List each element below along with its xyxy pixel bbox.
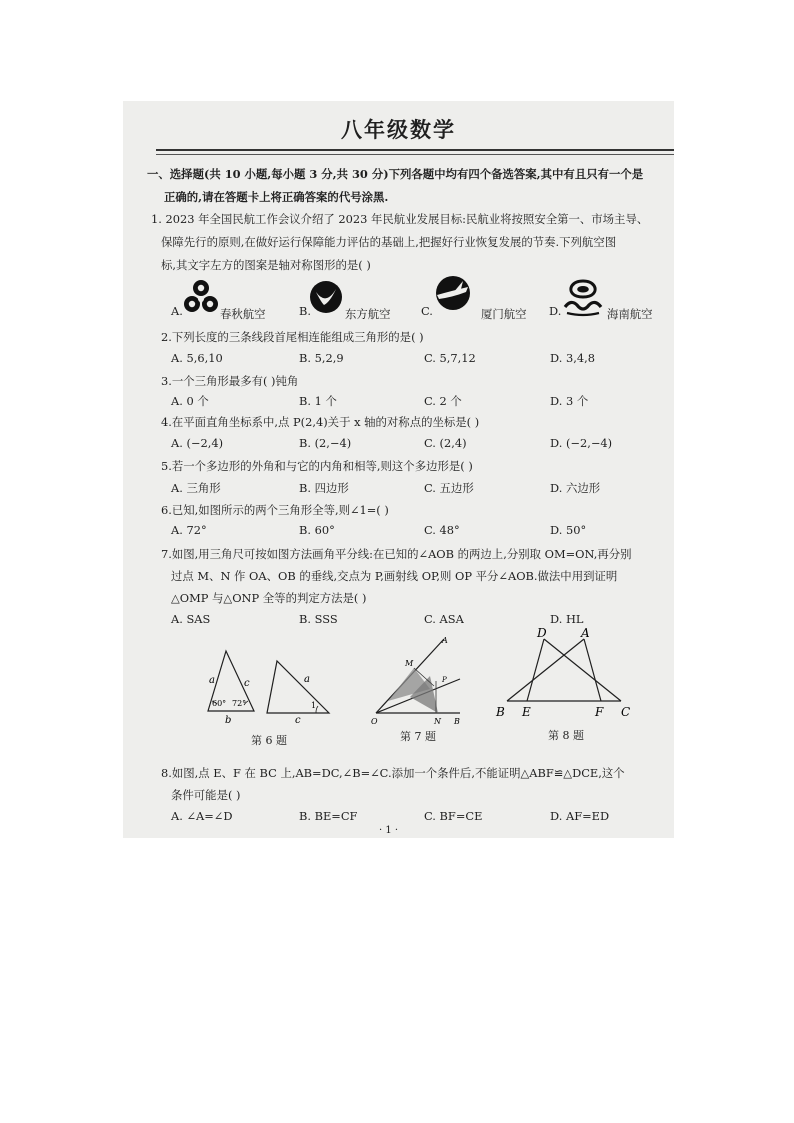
q6-option-c: C. 48° bbox=[424, 523, 460, 537]
q4-option-b: B. (2,−4) bbox=[299, 436, 352, 450]
fig6-label-c2: c bbox=[295, 715, 301, 725]
fig8-label-d: D bbox=[537, 626, 547, 640]
q6-option-b: B. 60° bbox=[299, 523, 335, 537]
q8-option-c: C. BF=CE bbox=[424, 809, 483, 823]
q1-option-b: B. bbox=[299, 304, 311, 318]
q5-option-c: C. 五边形 bbox=[424, 481, 474, 495]
fig7-label-a: A bbox=[442, 636, 448, 645]
fig6-angle-72: 72° bbox=[232, 699, 247, 708]
q7-option-d: D. HL bbox=[550, 612, 584, 626]
q2-option-c: C. 5,7,12 bbox=[424, 351, 476, 365]
fig6-label-b: b bbox=[225, 715, 232, 725]
fig6-label-c: c bbox=[244, 678, 250, 689]
fig6-label-a2: a bbox=[304, 674, 310, 685]
q3-option-b: B. 1 个 bbox=[299, 394, 337, 408]
figure-8-caption: 第 8 题 bbox=[548, 729, 584, 742]
fig8-label-e: E bbox=[522, 705, 531, 719]
q6-stem: 6.已知,如图所示的两个三角形全等,则∠1=( ) bbox=[161, 503, 389, 517]
q5-option-b: B. 四边形 bbox=[299, 481, 349, 495]
q1-option-a-label: 春秋航空 bbox=[220, 307, 266, 321]
fig7-label-n: N bbox=[434, 717, 441, 725]
fig8-segment-cd bbox=[544, 639, 621, 701]
q7-stem-cont: 过点 M、N 作 OA、OB 的垂线,交点为 P,画射线 OP,则 OP 平分∠AOB.做法中用到证明 bbox=[171, 569, 618, 583]
fig8-label-b: B bbox=[496, 705, 505, 719]
q2-stem: 2.下列长度的三条线段首尾相连能组成三角形的是( ) bbox=[161, 330, 424, 344]
q6-option-d: D. 50° bbox=[550, 523, 587, 537]
fig8-segment-de bbox=[527, 639, 544, 701]
fig7-label-b: B bbox=[454, 717, 460, 725]
q2-option-d: D. 3,4,8 bbox=[550, 351, 595, 365]
fig6-triangle-right bbox=[267, 661, 329, 713]
fig7-label-m: M bbox=[405, 659, 414, 668]
header-rule bbox=[156, 149, 674, 151]
china-eastern-logo-icon bbox=[309, 280, 343, 314]
q5-option-a: A. 三角形 bbox=[171, 481, 221, 495]
xiamen-airlines-logo-icon bbox=[435, 275, 471, 311]
figure-8-diagram bbox=[495, 625, 637, 719]
q7-option-b: B. SSS bbox=[299, 612, 338, 626]
q1-stem-cont: 标,其文字左方的图案是轴对称图形的是( ) bbox=[161, 258, 371, 272]
spring-airlines-logo-icon bbox=[181, 277, 221, 317]
q1-option-b-label: 东方航空 bbox=[345, 307, 391, 321]
figure-6-caption: 第 6 题 bbox=[251, 734, 287, 747]
page-number: · 1 · bbox=[379, 825, 399, 836]
exam-page bbox=[123, 101, 674, 838]
q4-stem: 4.在平面直角坐标系中,点 P(2,4)关于 x 轴的对称点的坐标是( ) bbox=[161, 415, 480, 429]
q7-stem-cont: △OMP 与△ONP 全等的判定方法是( ) bbox=[171, 591, 367, 605]
fig8-segment-ba bbox=[507, 639, 584, 701]
q6-option-a: A. 72° bbox=[171, 523, 207, 537]
q3-stem: 3.一个三角形最多有( )钝角 bbox=[161, 374, 299, 388]
section-heading: 一、选择题(共 10 小题,每小题 3 分,共 30 分)下列各题中均有四个备选答案,其中有且只有一个是 bbox=[147, 167, 644, 181]
fig6-label-a: a bbox=[209, 675, 215, 686]
q8-option-a: A. ∠A=∠D bbox=[171, 809, 233, 823]
q1-option-c: C. bbox=[421, 304, 433, 318]
q5-stem: 5.若一个多边形的外角和与它的内角和相等,则这个多边形是( ) bbox=[161, 459, 473, 473]
q2-option-a: A. 5,6,10 bbox=[171, 351, 223, 365]
figure-7-diagram bbox=[368, 633, 468, 725]
q3-option-d: D. 3 个 bbox=[550, 394, 589, 408]
q1-option-d-label: 海南航空 bbox=[607, 307, 653, 321]
q4-option-c: C. (2,4) bbox=[424, 436, 467, 450]
q1-option-d: D. bbox=[549, 304, 562, 318]
q7-option-c: C. ASA bbox=[424, 612, 464, 626]
fig7-label-o: O bbox=[371, 717, 378, 725]
q1-stem-cont: 保障先行的原则,在做好运行保障能力评估的基础上,把握好行业恢复发展的节奏.下列航空图 bbox=[161, 235, 617, 249]
header-rule-thin bbox=[156, 154, 674, 155]
q7-stem: 7.如图,用三角尺可按如图方法画角平分线:在已知的∠AOB 的两边上,分别取 OM=ON,再分别 bbox=[161, 547, 632, 561]
q8-stem: 8.如图,点 E、F 在 BC 上,AB=DC,∠B=∠C.添加一个条件后,不能证明△ABF≌△DCE,这个 bbox=[161, 766, 625, 780]
figure-6-diagram bbox=[198, 643, 348, 725]
q2-option-b: B. 5,2,9 bbox=[299, 351, 344, 365]
page-title: 八年级数学 bbox=[341, 117, 456, 142]
figure-7-caption: 第 7 题 bbox=[400, 730, 436, 743]
fig8-segment-af bbox=[584, 639, 601, 701]
fig6-angle-1: 1 bbox=[311, 701, 317, 710]
fig8-label-a: A bbox=[581, 626, 590, 640]
fig7-label-p: P bbox=[442, 676, 447, 684]
q8-option-b: B. BE=CF bbox=[299, 809, 358, 823]
fig6-angle-60: 60° bbox=[212, 699, 227, 708]
q1-option-c-label: 厦门航空 bbox=[481, 307, 527, 321]
fig8-label-c: C bbox=[621, 705, 631, 719]
q7-option-a: A. SAS bbox=[171, 612, 211, 626]
q4-option-d: D. (−2,−4) bbox=[550, 436, 613, 450]
q3-option-c: C. 2 个 bbox=[424, 394, 462, 408]
fig8-label-f: F bbox=[595, 705, 604, 719]
q8-stem-cont: 条件可能是( ) bbox=[171, 788, 241, 802]
q8-option-d: D. AF=ED bbox=[550, 809, 610, 823]
hainan-airlines-logo-icon bbox=[561, 277, 605, 317]
q1-stem: 1. 2023 年全国民航工作会议介绍了 2023 年民航业发展目标:民航业将按照安全第一、市场主导、 bbox=[151, 212, 649, 226]
q3-option-a: A. 0 个 bbox=[171, 394, 209, 408]
q1-option-a: A. bbox=[171, 304, 183, 318]
q4-option-a: A. (−2,4) bbox=[171, 436, 224, 450]
q5-option-d: D. 六边形 bbox=[550, 481, 601, 495]
section-heading-cont: 正确的,请在答题卡上将正确答案的代号涂黑. bbox=[164, 190, 389, 204]
